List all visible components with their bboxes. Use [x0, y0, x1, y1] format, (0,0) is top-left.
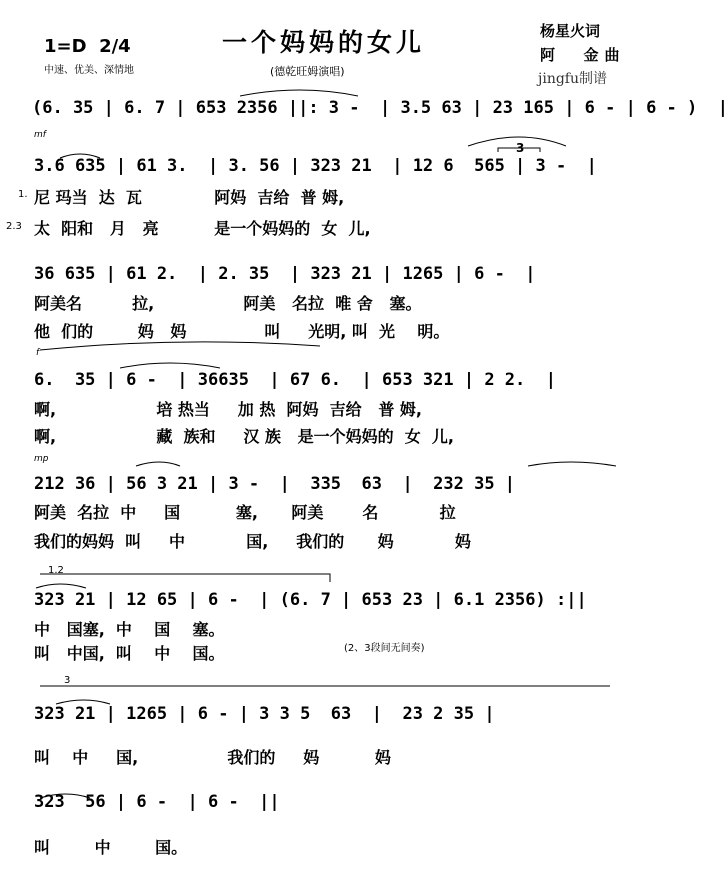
lyricist-credit: 杨星火词 — [540, 22, 601, 40]
system-3-notes: 36 635 | 61 2. | 2. 35 | 323 21 | 1265 | 6 - | — [34, 264, 536, 284]
slur — [120, 363, 220, 368]
slur — [36, 584, 86, 588]
slur — [240, 90, 358, 96]
transcriber-credit: jingfu制谱 — [538, 71, 607, 87]
song-title: 一个妈妈的女儿 — [222, 28, 426, 57]
system-4-notes: 6. 35 | 6 - | 36635 | 67 6. | 653 321 | 2 2. | — [34, 370, 556, 390]
system-8-lyric-1: 叫 中 国。 — [34, 838, 188, 857]
system-4-lyric-1: 啊, 培 热当 加 热 阿妈 吉给 普 姆, — [34, 400, 422, 419]
system-7-lyric-1: 叫 中 国, 我们的 妈 妈 — [34, 748, 391, 767]
verse-label-2: 2.3 — [6, 221, 22, 232]
slur — [40, 794, 90, 798]
system-6-notes: 323 21 | 12 65 | 6 - | (6. 7 | 653 23 | 6.1 2356) :|| — [34, 590, 587, 610]
verse-label-1: 1. — [18, 189, 28, 200]
slur — [56, 700, 110, 704]
system-8-notes: 323 56 | 6 - | 6 - || — [34, 792, 280, 812]
slur — [468, 137, 566, 146]
volta-3-label: 3 — [64, 675, 71, 686]
tempo-marking: 中速、优美、深情地 — [44, 65, 134, 76]
system-5-notes: 212 36 | 56 3 21 | 3 - | 335 63 | 232 35 | — [34, 474, 516, 494]
slur — [136, 462, 180, 466]
system-2-triplet: 3 — [516, 141, 525, 155]
system-1-notes: (6. 35 | 6. 7 | 653 2356 ||: 3 - | 3.5 63 | 23 165 | 6 - | 6 - ) | — [32, 98, 728, 118]
interlude-note: (2、3段间无间奏) — [344, 643, 425, 654]
volta-1-2-bracket — [40, 574, 330, 582]
composer-credit: 阿 金曲 — [540, 46, 626, 64]
system-2-lyric-2: 太 阳和 月 亮 是一个妈妈的 女 儿, — [34, 219, 371, 238]
system-2-lyric-1: 尼 玛当 达 瓦 阿妈 吉给 普 姆, — [34, 188, 345, 207]
system-2-notes: 3.6 635 | 61 3. | 3. 56 | 323 21 | 12 6 565 | 3 - | — [34, 156, 597, 176]
system-6-lyric-2: 叫 中国, 叫 中 国。 — [34, 644, 225, 663]
system-3-lyric-1: 阿美名 拉, 阿美 名拉 唯 舍 塞。 — [34, 294, 422, 313]
system-5-dynamic: mp — [34, 454, 49, 464]
slur — [40, 342, 320, 350]
triplet-bracket — [498, 148, 540, 152]
system-4-dynamic: f — [36, 348, 40, 358]
system-2-dynamic: mf — [34, 130, 46, 140]
volta-1-2-label: 1.2 — [48, 565, 64, 576]
singer-credit: (德乾旺姆演唱) — [270, 65, 345, 78]
slur — [60, 154, 100, 158]
key-time-signature: 1=D 2/4 — [44, 36, 131, 57]
system-7-notes: 323 21 | 1265 | 6 - | 3 3 5 63 | 23 2 35 | — [34, 704, 495, 724]
system-4-lyric-2: 啊, 藏 族和 汉 族 是一个妈妈的 女 儿, — [34, 427, 454, 446]
system-3-lyric-2: 他 们的 妈 妈 叫 光明, 叫 光 明。 — [34, 322, 450, 341]
slur — [528, 462, 616, 466]
system-5-lyric-1: 阿美 名拉 中 国 塞, 阿美 名 拉 — [34, 503, 456, 522]
system-6-lyric-1: 中 国塞, 中 国 塞。 — [34, 620, 225, 639]
system-5-lyric-2: 我们的妈妈 叫 中 国, 我们的 妈 妈 — [34, 532, 471, 551]
